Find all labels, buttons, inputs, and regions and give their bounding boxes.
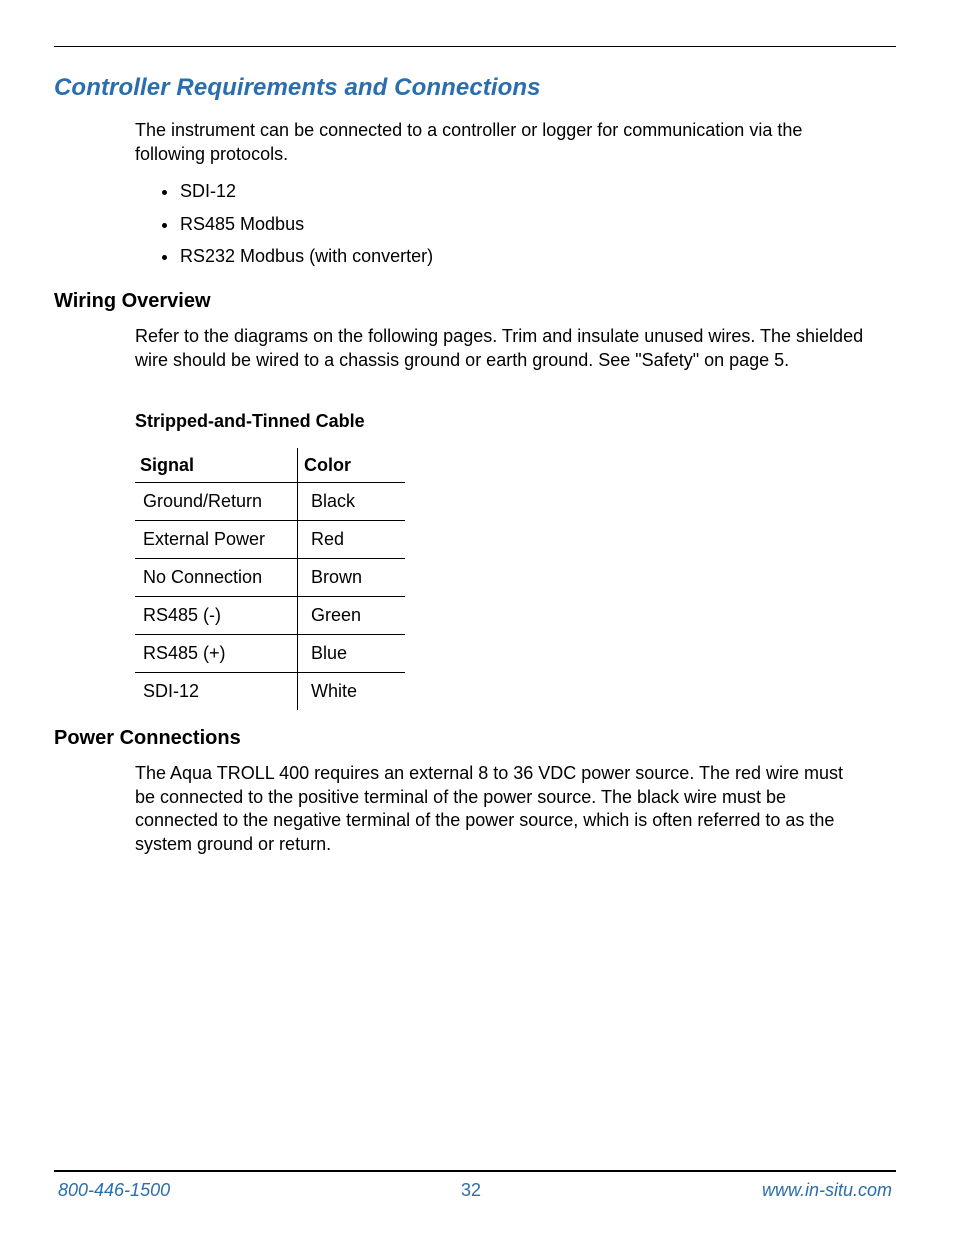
table-row — [135, 559, 405, 597]
column-header-color: Color — [304, 454, 351, 475]
table-row — [135, 597, 405, 635]
color-cell: Green — [298, 597, 406, 635]
wiring-heading: Wiring Overview — [54, 290, 211, 312]
color-cell: Black — [298, 483, 406, 521]
cable-table — [135, 448, 405, 710]
column-header-signal: Signal — [135, 448, 298, 483]
color-cell: Brown — [298, 559, 406, 597]
signal-cell: No Connection — [135, 559, 298, 597]
power-heading: Power Connections — [54, 727, 241, 749]
protocol-label: RS485 Modbus — [180, 213, 305, 234]
footer-url: www.in-situ.com — [761, 1180, 892, 1200]
table-header-row — [135, 448, 405, 483]
protocol-list — [135, 180, 433, 278]
color-cell: Blue — [298, 635, 406, 673]
signal-cell: SDI-12 — [135, 673, 298, 711]
wiring-paragraph: Refer to the diagrams on the following pages. Trim and insulate unused wires. The shielded wire should be wired to a chassis ground or earth ground. See "Safety" on page 5. — [135, 326, 864, 370]
table-row — [135, 635, 405, 673]
protocol-label: SDI-12 — [180, 181, 237, 201]
power-paragraph: The Aqua TROLL 400 requires an external 8 to 36 VDC power source. The red wire must be connected to the positive terminal of the power source. The black wire must be connected to the negative terminal of the power source, which is often referred to as the system ground or return. — [135, 763, 844, 854]
list-item — [135, 180, 433, 213]
table-row — [135, 521, 405, 559]
color-cell: White — [298, 673, 406, 711]
bullet-icon — [162, 223, 167, 228]
list-item — [135, 245, 433, 278]
list-item — [135, 213, 433, 246]
color-cell: Red — [298, 521, 406, 559]
signal-cell: External Power — [135, 521, 298, 559]
footer-rule — [54, 1170, 896, 1172]
signal-cell: RS485 (-) — [135, 597, 298, 635]
footer-phone: 800-446-1500 — [58, 1180, 171, 1200]
signal-cell: RS485 (+) — [135, 635, 298, 673]
protocol-label: RS232 Modbus (with converter) — [180, 246, 434, 266]
signal-cell: Ground/Return — [135, 483, 298, 521]
table-row — [135, 483, 405, 521]
intro-paragraph: The instrument can be connected to a controller or logger for communication via the following protocols. — [135, 120, 803, 164]
bullet-icon — [162, 190, 167, 195]
bullet-icon — [162, 255, 167, 260]
table-title: Stripped-and-Tinned Cable — [135, 411, 365, 431]
page-number: 32 — [461, 1180, 482, 1200]
page-title: Controller Requirements and Connections — [54, 74, 541, 101]
header-rule — [54, 46, 896, 47]
table-row — [135, 673, 405, 711]
